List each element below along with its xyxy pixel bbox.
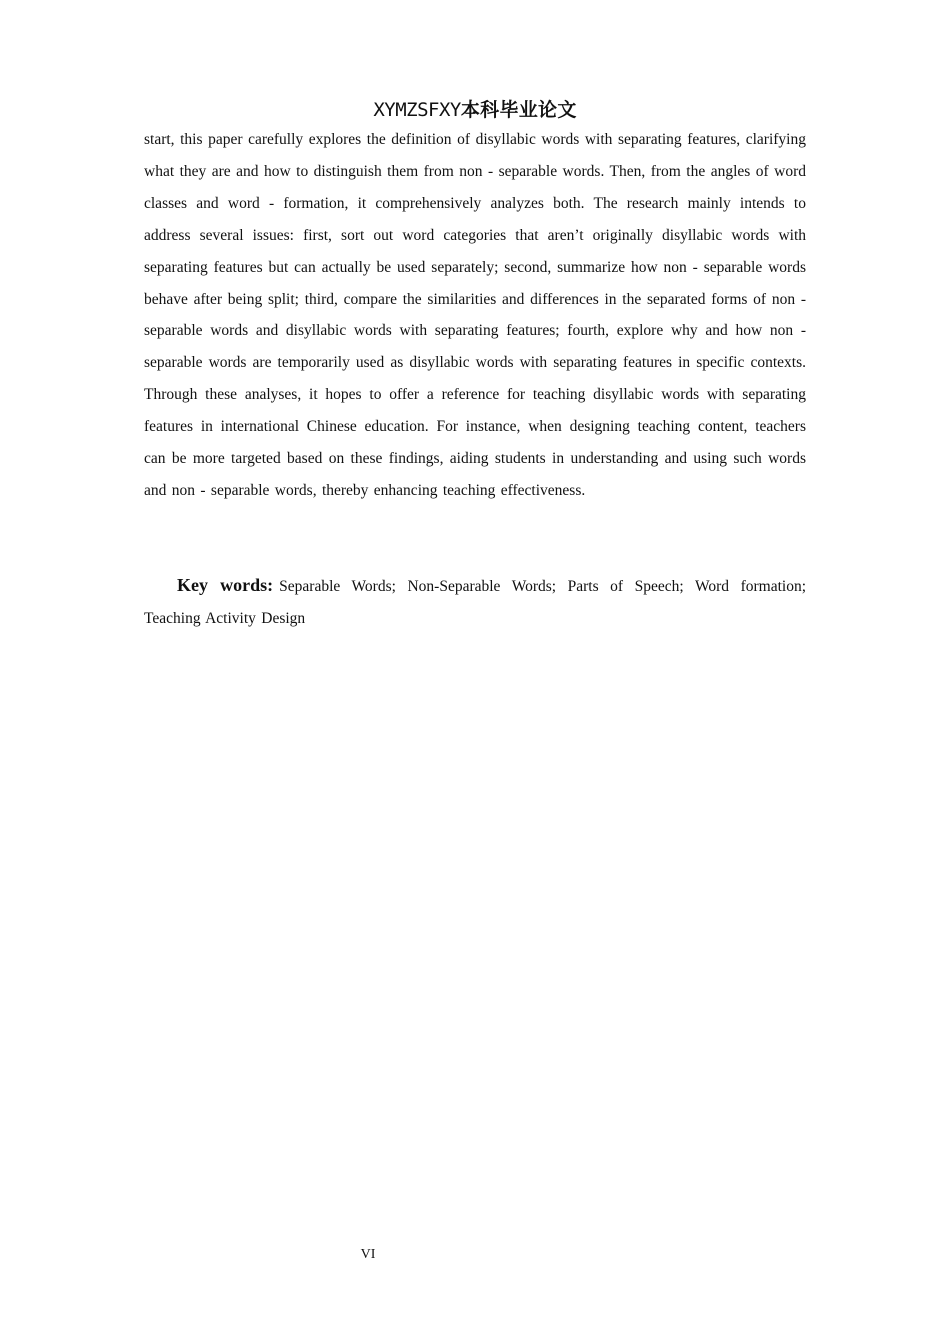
page-header	[0, 96, 950, 124]
header-latin-text: XYMZSFXY	[373, 99, 461, 121]
keywords-list: Separable Words; Non-Separable Words; Parts of Speech; Word formation; Teaching Activity Design	[144, 578, 806, 627]
keywords-label: Key words:	[177, 575, 274, 595]
header-cjk-text: 本科毕业论文	[460, 100, 577, 121]
page-number: VI	[360, 1247, 376, 1262]
keywords-paragraph	[144, 570, 806, 635]
abstract-body	[144, 124, 806, 507]
abstract-paragraph: start, this paper carefully explores the definition of disyllabic words with separating features, clarifying what they are and how to distinguish them from non - separable words. Then, from the angles of word classes and word - formation, it comprehensively analyzes both. The research mainly intends to address several issues: first, sort out word categories that aren’t originally disyllabic words with separating features but can actually be used separately; second, summarize how non - separable words behave after being split; third, compare the similarities and differences in the separated forms of non - separable words and disyllabic words with separating features; fourth, explore why and how non - separable words are temporarily used as disyllabic words with separating features in specific contexts. Through these analyses, it hopes to offer a reference for teaching disyllabic words with separating features in international Chinese education. For instance, when designing teaching content, teachers can be more targeted based on these findings, aiding students in understanding and using such words and non - separable words, thereby enhancing teaching effectiveness.	[144, 131, 806, 499]
